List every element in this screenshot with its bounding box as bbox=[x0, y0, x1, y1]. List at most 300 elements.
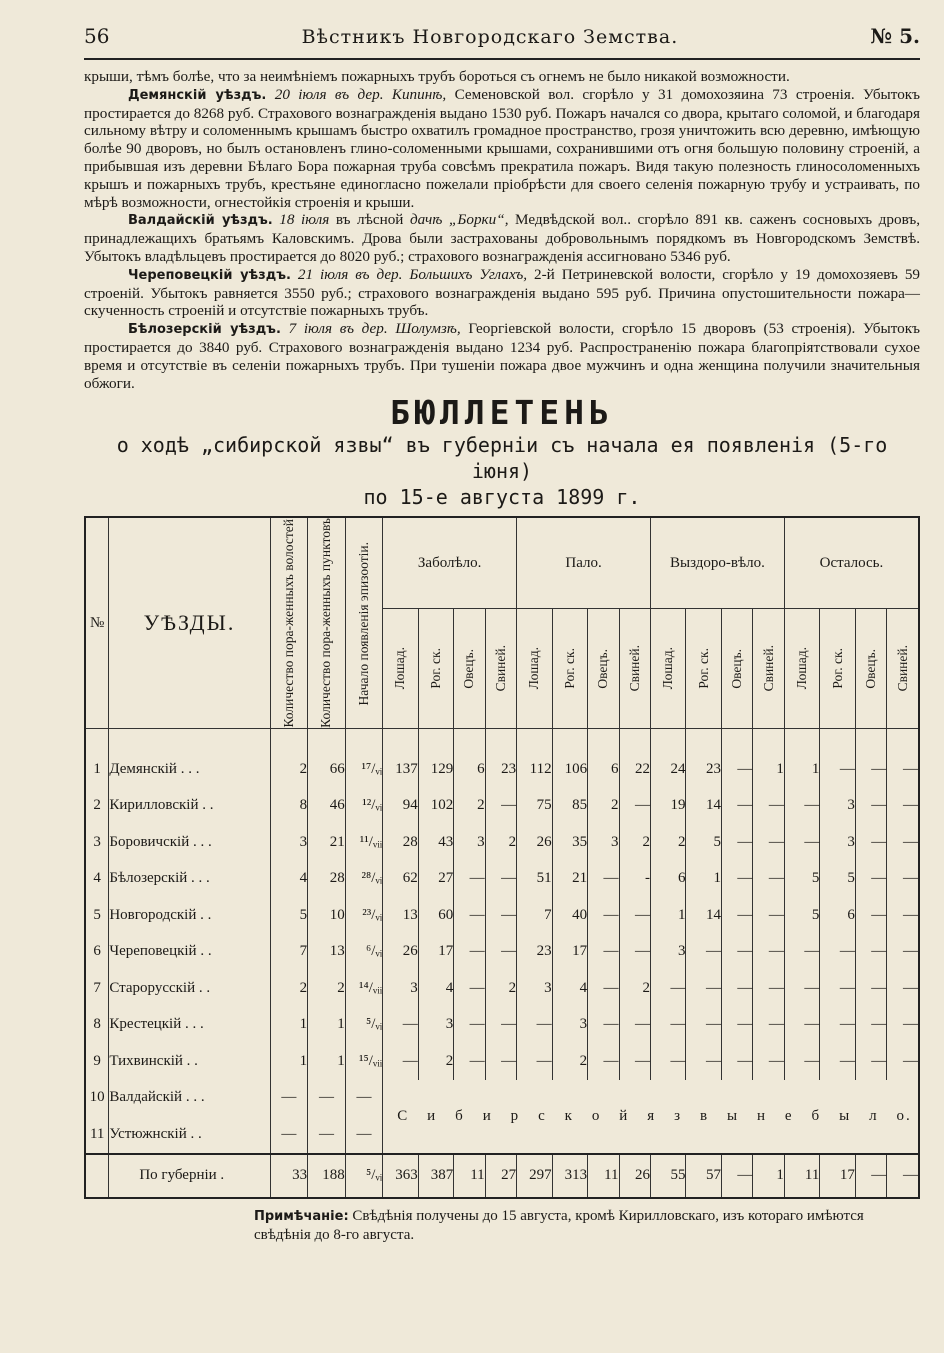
value-cell: — bbox=[454, 861, 485, 898]
col-animal-header: Овецъ. bbox=[588, 608, 619, 728]
value-cell: — bbox=[383, 1007, 419, 1044]
paragraph-body: Медвѣдской вол.. сгорѣло 891 кв. саженъ сосновыхъ дровъ, принадлежащихъ братьямъ Каловскимъ. Дрова были застрахованы добровольнымъ порядкомъ въ Новгородскомъ Земствѣ. Убытокъ владѣльцевъ простирается до 8020 руб.; страхового вознагражденія ассигновано 5346 руб. bbox=[84, 211, 921, 265]
spacer-cell bbox=[85, 729, 109, 752]
value-cell: 3 bbox=[588, 824, 619, 861]
total-value-cell: — bbox=[721, 1154, 752, 1198]
total-value-cell: 363 bbox=[383, 1154, 419, 1198]
uezd-heading: Валдайскій уѣздъ. bbox=[128, 213, 273, 229]
note-letter: б bbox=[455, 1107, 465, 1124]
value-cell: 6 bbox=[650, 861, 686, 898]
value-cell: — bbox=[820, 970, 856, 1007]
value-cell: — bbox=[753, 1007, 784, 1044]
punkty-count: 21 bbox=[308, 824, 346, 861]
note-letter: л bbox=[869, 1107, 879, 1124]
start-date: ²³/ᵥᵢ bbox=[345, 897, 383, 934]
value-cell: — bbox=[454, 970, 485, 1007]
total-value-cell: 57 bbox=[686, 1154, 722, 1198]
volosti-count: 5 bbox=[270, 897, 308, 934]
note-letter: о. bbox=[896, 1107, 912, 1124]
start-date: ¹⁷/ᵥᵢ bbox=[345, 751, 383, 788]
value-cell: 3 bbox=[418, 1007, 454, 1044]
start-date: ⁵/ᵥᵢ bbox=[345, 1007, 383, 1044]
value-cell: — bbox=[686, 1007, 722, 1044]
footnote-label: Примѣчаніе: bbox=[254, 1208, 349, 1224]
punkty-count: 46 bbox=[308, 788, 346, 825]
value-cell: — bbox=[485, 1043, 516, 1080]
value-cell: 27 bbox=[418, 861, 454, 898]
note-letter: я bbox=[647, 1107, 657, 1124]
punkty-count: 13 bbox=[308, 934, 346, 971]
uezd-name: Старорусскій . . bbox=[109, 970, 270, 1007]
value-cell: — bbox=[753, 861, 784, 898]
volosti-count: 1 bbox=[270, 1007, 308, 1044]
value-cell: 7 bbox=[517, 897, 553, 934]
uezd-name: Череповецкій . . bbox=[109, 934, 270, 971]
value-cell: 13 bbox=[383, 897, 419, 934]
value-cell: 1 bbox=[753, 751, 784, 788]
value-cell: — bbox=[588, 897, 619, 934]
value-cell: - bbox=[619, 861, 650, 898]
value-cell: 5 bbox=[820, 861, 856, 898]
total-value-cell: 17 bbox=[820, 1154, 856, 1198]
row-number: 9 bbox=[85, 1043, 109, 1080]
value-cell: 14 bbox=[686, 788, 722, 825]
page bbox=[84, 24, 920, 1244]
table-row bbox=[85, 861, 919, 898]
col-animal-header: Овецъ. bbox=[721, 608, 752, 728]
value-cell: 2 bbox=[588, 788, 619, 825]
paragraph-demyansk bbox=[84, 86, 920, 212]
page-number: 56 bbox=[84, 24, 110, 48]
value-cell: — bbox=[650, 1043, 686, 1080]
spacer-cell bbox=[517, 729, 553, 752]
start-date: ¹⁴/ᵥᵢᵢ bbox=[345, 970, 383, 1007]
journal-title: Вѣстникъ Новгородскаго Земства. bbox=[301, 26, 679, 48]
col-animal-header: Свиней. bbox=[485, 608, 516, 728]
row-number: 2 bbox=[85, 788, 109, 825]
value-cell: — bbox=[485, 934, 516, 971]
event-date: 20 іюля въ дер. Кипинѣ, bbox=[274, 85, 447, 103]
note-letter: б bbox=[811, 1107, 822, 1124]
value-cell: 2 bbox=[454, 788, 485, 825]
volosti-total: 33 bbox=[270, 1154, 308, 1198]
value-cell: — bbox=[454, 897, 485, 934]
uezd-name: Валдайскій . . . bbox=[109, 1080, 270, 1117]
value-cell: 62 bbox=[383, 861, 419, 898]
total-value-cell: 27 bbox=[485, 1154, 516, 1198]
value-cell: — bbox=[855, 788, 886, 825]
value-cell: — bbox=[753, 970, 784, 1007]
value-cell: 129 bbox=[418, 751, 454, 788]
bulletin-period: по 15-е августа 1899 г. bbox=[363, 485, 641, 510]
spacer-cell bbox=[109, 729, 270, 752]
value-cell: 3 bbox=[820, 824, 856, 861]
col-nachalo-header: Начало появленія эпизоотіи. bbox=[345, 517, 383, 728]
table-row bbox=[85, 934, 919, 971]
bulletin-subtitle: о ходѣ „сибирской язвы“ въ губерніи съ начала ея появленія (5-го іюня) bbox=[116, 433, 888, 484]
event-date: 18 іюля bbox=[279, 211, 330, 229]
value-cell: — bbox=[454, 1043, 485, 1080]
start-date: — bbox=[345, 1116, 383, 1154]
value-cell: 14 bbox=[686, 897, 722, 934]
value-cell: 23 bbox=[485, 751, 516, 788]
value-cell: — bbox=[485, 897, 516, 934]
uezd-heading: Череповецкій уѣздъ. bbox=[128, 267, 291, 283]
spacer-cell bbox=[552, 729, 588, 752]
note-letter: к bbox=[564, 1107, 574, 1124]
value-cell: 2 bbox=[418, 1043, 454, 1080]
row-number: 5 bbox=[85, 897, 109, 934]
volosti-count: 1 bbox=[270, 1043, 308, 1080]
dacha-name: дачѣ „Борки“, bbox=[409, 211, 509, 229]
value-cell: 23 bbox=[686, 751, 722, 788]
event-date: 21 іюля въ дер. Большихъ Углахъ, bbox=[297, 265, 527, 283]
note-letter: ы bbox=[839, 1107, 852, 1124]
value-cell: 6 bbox=[820, 897, 856, 934]
volosti-count: 2 bbox=[270, 970, 308, 1007]
value-cell: 94 bbox=[383, 788, 419, 825]
total-value-cell: 387 bbox=[418, 1154, 454, 1198]
value-cell: — bbox=[485, 1007, 516, 1044]
col-animal-header: Рог. ск. bbox=[820, 608, 856, 728]
punkty-count: 10 bbox=[308, 897, 346, 934]
col-animal-header: Рог. ск. bbox=[686, 608, 722, 728]
spacer-cell bbox=[619, 729, 650, 752]
row-number: 3 bbox=[85, 824, 109, 861]
spacer-cell bbox=[820, 729, 856, 752]
table-row bbox=[85, 788, 919, 825]
row-number: 7 bbox=[85, 970, 109, 1007]
group-header-ostalos: Осталось. bbox=[784, 517, 919, 608]
volosti-count: — bbox=[270, 1080, 308, 1117]
value-cell: — bbox=[855, 897, 886, 934]
note-letter: и bbox=[427, 1107, 438, 1124]
value-cell: — bbox=[619, 934, 650, 971]
value-cell: — bbox=[517, 1007, 553, 1044]
value-cell: — bbox=[855, 861, 886, 898]
note-letter: й bbox=[619, 1107, 630, 1124]
value-cell: 85 bbox=[552, 788, 588, 825]
value-cell: — bbox=[753, 788, 784, 825]
uezd-heading: Бѣлозерскій уѣздъ. bbox=[128, 322, 281, 338]
value-cell: 6 bbox=[454, 751, 485, 788]
uezd-name: Новгородскій . . bbox=[109, 897, 270, 934]
uezd-name: Крестецкій . . . bbox=[109, 1007, 270, 1044]
value-cell: 17 bbox=[418, 934, 454, 971]
spacer-cell bbox=[270, 729, 308, 752]
spacer-row bbox=[85, 729, 919, 752]
value-cell: — bbox=[784, 934, 820, 971]
value-cell: — bbox=[887, 751, 919, 788]
value-cell: — bbox=[721, 897, 752, 934]
value-cell: — bbox=[619, 788, 650, 825]
value-cell: 2 bbox=[650, 824, 686, 861]
bulletin-table bbox=[84, 516, 920, 1198]
total-value-cell: 11 bbox=[588, 1154, 619, 1198]
col-animal-header: Лошад. bbox=[517, 608, 553, 728]
value-cell: 2 bbox=[619, 824, 650, 861]
col-animal-header: Рог. ск. bbox=[552, 608, 588, 728]
value-cell: 1 bbox=[650, 897, 686, 934]
value-cell: 19 bbox=[650, 788, 686, 825]
value-cell: — bbox=[588, 970, 619, 1007]
table-row bbox=[85, 970, 919, 1007]
punkty-count: — bbox=[308, 1080, 346, 1117]
group-header-zabolelo: Заболѣло. bbox=[383, 517, 517, 608]
row-number: 8 bbox=[85, 1007, 109, 1044]
value-cell: — bbox=[887, 970, 919, 1007]
col-animal-header: Свиней. bbox=[619, 608, 650, 728]
spacer-cell bbox=[753, 729, 784, 752]
value-cell: — bbox=[820, 934, 856, 971]
value-cell: — bbox=[887, 934, 919, 971]
value-cell: 102 bbox=[418, 788, 454, 825]
col-animal-header: Свиней. bbox=[753, 608, 784, 728]
value-cell: 5 bbox=[784, 861, 820, 898]
start-date: ²⁸/ᵥᵢ bbox=[345, 861, 383, 898]
value-cell: — bbox=[686, 934, 722, 971]
value-cell: 2 bbox=[552, 1043, 588, 1080]
value-cell: 40 bbox=[552, 897, 588, 934]
note-letter: о bbox=[591, 1107, 602, 1124]
value-cell: 112 bbox=[517, 751, 553, 788]
value-cell: — bbox=[588, 861, 619, 898]
value-cell: — bbox=[588, 1007, 619, 1044]
spacer-cell bbox=[454, 729, 485, 752]
paragraph-belozersk bbox=[84, 320, 920, 392]
col-punkty-header: Количество пора-женныхъ пунктовъ bbox=[308, 517, 346, 728]
value-cell: — bbox=[721, 788, 752, 825]
value-cell: 1 bbox=[686, 861, 722, 898]
value-cell: — bbox=[454, 1007, 485, 1044]
total-row bbox=[85, 1154, 919, 1198]
value-cell: — bbox=[383, 1043, 419, 1080]
value-cell: — bbox=[855, 1007, 886, 1044]
value-cell: 75 bbox=[517, 788, 553, 825]
value-cell: — bbox=[887, 897, 919, 934]
value-cell: — bbox=[721, 861, 752, 898]
col-animal-header: Овецъ. bbox=[454, 608, 485, 728]
row-number: 10 bbox=[85, 1080, 109, 1117]
row-number: 1 bbox=[85, 751, 109, 788]
spacer-cell bbox=[721, 729, 752, 752]
spacer-cell bbox=[855, 729, 886, 752]
footnote-text: Свѣдѣнія получены до 15 августа, кромѣ Кирилловскаго, изъ котораго имѣются свѣдѣнія до 8-го августа. bbox=[254, 1207, 864, 1243]
value-cell: 2 bbox=[485, 824, 516, 861]
value-cell: — bbox=[784, 1007, 820, 1044]
group-header-palo: Пало. bbox=[517, 517, 651, 608]
paragraph-continuation: крыши, тѣмъ болѣе, что за неимѣніемъ пожарныхъ трубъ бороться съ огнемъ не было никакой возможности. bbox=[84, 68, 790, 85]
value-cell: 28 bbox=[383, 824, 419, 861]
value-cell: — bbox=[686, 1043, 722, 1080]
running-header bbox=[84, 24, 920, 60]
col-number-header: № bbox=[85, 517, 109, 728]
value-cell: 137 bbox=[383, 751, 419, 788]
value-cell: 106 bbox=[552, 751, 588, 788]
spacer-cell bbox=[784, 729, 820, 752]
table-row bbox=[85, 897, 919, 934]
value-cell: — bbox=[855, 934, 886, 971]
uezd-name: Боровичскій . . . bbox=[109, 824, 270, 861]
value-cell: 26 bbox=[517, 824, 553, 861]
paragraph-valday bbox=[84, 211, 920, 265]
value-cell: — bbox=[820, 1007, 856, 1044]
punkty-count: 28 bbox=[308, 861, 346, 898]
value-cell: — bbox=[721, 1007, 752, 1044]
issue-number: № 5. bbox=[870, 24, 920, 48]
punkty-count: 1 bbox=[308, 1007, 346, 1044]
note-letter: е bbox=[784, 1107, 794, 1124]
value-cell: — bbox=[855, 970, 886, 1007]
value-cell: 2 bbox=[619, 970, 650, 1007]
volosti-count: 7 bbox=[270, 934, 308, 971]
spacer-cell bbox=[588, 729, 619, 752]
total-value-cell: 11 bbox=[784, 1154, 820, 1198]
note-letter: н bbox=[756, 1107, 767, 1124]
value-cell: — bbox=[619, 1007, 650, 1044]
value-cell: — bbox=[820, 1043, 856, 1080]
col-animal-header: Свиней. bbox=[887, 608, 919, 728]
row-number: 6 bbox=[85, 934, 109, 971]
value-cell: — bbox=[753, 934, 784, 971]
paragraph-fragment: въ лѣсной bbox=[335, 211, 404, 229]
row-number: 4 bbox=[85, 861, 109, 898]
volosti-count: 3 bbox=[270, 824, 308, 861]
spacer-cell bbox=[650, 729, 686, 752]
value-cell: — bbox=[619, 897, 650, 934]
row-number bbox=[85, 1154, 109, 1198]
value-cell: — bbox=[887, 1043, 919, 1080]
punkty-count: 66 bbox=[308, 751, 346, 788]
total-value-cell: 26 bbox=[619, 1154, 650, 1198]
col-animal-header: Лошад. bbox=[650, 608, 686, 728]
value-cell: 3 bbox=[454, 824, 485, 861]
value-cell: 5 bbox=[686, 824, 722, 861]
total-value-cell: 11 bbox=[454, 1154, 485, 1198]
spacer-cell bbox=[308, 729, 346, 752]
value-cell: — bbox=[721, 934, 752, 971]
total-value-cell: 1 bbox=[753, 1154, 784, 1198]
footnote bbox=[84, 1207, 920, 1244]
value-cell: 3 bbox=[650, 934, 686, 971]
total-value-cell: 297 bbox=[517, 1154, 553, 1198]
spacer-cell bbox=[485, 729, 516, 752]
value-cell: — bbox=[784, 1043, 820, 1080]
value-cell: — bbox=[820, 751, 856, 788]
paragraph-body: Семеновской вол. сгорѣло у 31 домохозяина 73 строенія. Убытокъ простирается до 8268 руб. Страхового вознагражденія выдано 1530 руб. Пожаръ начался со двора, крытаго соломой, и благодаря сильному вѣтру и соломеннымъ крышамъ быстро охватилъ громадное пространство, грозя уничтожить всю деревню, имѣющую болѣе 90 дворовъ, но былъ остановленъ глино-соломенными крышами, сохранившими отъ огня большую половину строеній, а прибывшая изъ деревни Бѣлаго Бора пожарная труба совсѣмъ прекратила пожаръ. Видя такую полезность глиносоломенныхъ крышъ и пожарныхъ трубъ, крестьяне единогласно пожелали пріобрѣсти для своего селенія пожарную трубу и устраивать, по мѣрѣ возможности, огнестойкія строенія и крыши. bbox=[84, 85, 921, 211]
value-cell: 51 bbox=[517, 861, 553, 898]
value-cell: 21 bbox=[552, 861, 588, 898]
value-cell: — bbox=[887, 861, 919, 898]
uezd-name: Устюжнскій . . bbox=[109, 1116, 270, 1154]
uezd-name: Тихвинскій . . bbox=[109, 1043, 270, 1080]
note-letter: з bbox=[674, 1107, 683, 1124]
value-cell: 6 bbox=[588, 751, 619, 788]
start-date: ¹¹/ᵥᵢᵢ bbox=[345, 824, 383, 861]
table-row bbox=[85, 1080, 919, 1117]
row-number: 11 bbox=[85, 1116, 109, 1154]
start-date: ⁶/ᵥᵢ bbox=[345, 934, 383, 971]
start-date: ¹⁵/ᵥᵢᵢ bbox=[345, 1043, 383, 1080]
uezd-name: Демянскій . . . bbox=[109, 751, 270, 788]
note-letter: в bbox=[699, 1107, 710, 1124]
volosti-count: — bbox=[270, 1116, 308, 1154]
value-cell: — bbox=[855, 751, 886, 788]
col-animal-header: Рог. ск. bbox=[418, 608, 454, 728]
paragraph-cherepovets bbox=[84, 266, 920, 320]
value-cell: 43 bbox=[418, 824, 454, 861]
value-cell: 3 bbox=[820, 788, 856, 825]
punkty-count: — bbox=[308, 1116, 346, 1154]
value-cell: 22 bbox=[619, 751, 650, 788]
value-cell: 23 bbox=[517, 934, 553, 971]
value-cell: — bbox=[784, 824, 820, 861]
value-cell: — bbox=[485, 788, 516, 825]
value-cell: — bbox=[721, 751, 752, 788]
punkty-count: 2 bbox=[308, 970, 346, 1007]
value-cell: — bbox=[855, 1043, 886, 1080]
value-cell: — bbox=[454, 934, 485, 971]
value-cell: — bbox=[721, 970, 752, 1007]
value-cell: — bbox=[753, 1043, 784, 1080]
col-volosti-header: Количество пора-женныхъ волостей bbox=[270, 517, 308, 728]
spacer-cell bbox=[345, 729, 383, 752]
value-cell: — bbox=[753, 824, 784, 861]
value-cell: — bbox=[485, 861, 516, 898]
uezd-name: Кирилловскій . . bbox=[109, 788, 270, 825]
value-cell: — bbox=[650, 1007, 686, 1044]
value-cell: 4 bbox=[418, 970, 454, 1007]
col-animal-header: Лошад. bbox=[784, 608, 820, 728]
paragraph-body: Георгіевской волости, сгорѣло 15 дворовъ (53 строенія). Убытокъ простирается до 3840 руб. Страхового вознагражденія выдано 1234 руб. Распространенію пожара благопріятствовали сухое время и отсутствіе въ селеніи пожарныхъ трубъ. При тушеніи пожара двое мужчинъ и одна женщина получили значительныя обжоги. bbox=[84, 320, 920, 392]
table-row bbox=[85, 751, 919, 788]
value-cell: — bbox=[784, 970, 820, 1007]
total-value-cell: — bbox=[855, 1154, 886, 1198]
note-letter: и bbox=[482, 1107, 493, 1124]
table-row bbox=[85, 1007, 919, 1044]
value-cell: — bbox=[784, 788, 820, 825]
value-cell: — bbox=[650, 970, 686, 1007]
note-letter: ы bbox=[726, 1107, 740, 1124]
value-cell: — bbox=[887, 824, 919, 861]
no-outbreak-note bbox=[383, 1080, 919, 1154]
spacer-cell bbox=[887, 729, 919, 752]
total-value-cell: 313 bbox=[552, 1154, 588, 1198]
volosti-count: 8 bbox=[270, 788, 308, 825]
value-cell: 3 bbox=[383, 970, 419, 1007]
col-uezd-header: УѢЗДЫ. bbox=[109, 517, 270, 728]
value-cell: — bbox=[721, 1043, 752, 1080]
punkty-count: 1 bbox=[308, 1043, 346, 1080]
table-row bbox=[85, 824, 919, 861]
value-cell: — bbox=[588, 1043, 619, 1080]
value-cell: — bbox=[887, 1007, 919, 1044]
uezd-heading: Демянскій уѣздъ. bbox=[128, 87, 267, 103]
note-letter: с bbox=[538, 1107, 547, 1124]
total-label: По губерніи . bbox=[109, 1154, 270, 1198]
value-cell: 26 bbox=[383, 934, 419, 971]
paragraph-body: 2-й Петриневской волости, сгорѣло у 19 домохозяевъ 59 строеній. Убытокъ равняется 3550 руб.; страхового вознагражденія выдано 595 руб. Причина опустошительности пожара—скученность строеній и отсутствіе пожарныхъ трубъ. bbox=[84, 265, 921, 320]
note-letter: р bbox=[510, 1107, 521, 1124]
bulletin-title: БЮЛЛЕТЕНЬ bbox=[390, 393, 614, 433]
value-cell: 24 bbox=[650, 751, 686, 788]
volosti-count: 4 bbox=[270, 861, 308, 898]
group-header-vyzdorovelo: Выздоро-вѣло. bbox=[650, 517, 784, 608]
value-cell: 35 bbox=[552, 824, 588, 861]
value-cell: — bbox=[517, 1043, 553, 1080]
start-date: — bbox=[345, 1080, 383, 1117]
value-cell: — bbox=[887, 788, 919, 825]
